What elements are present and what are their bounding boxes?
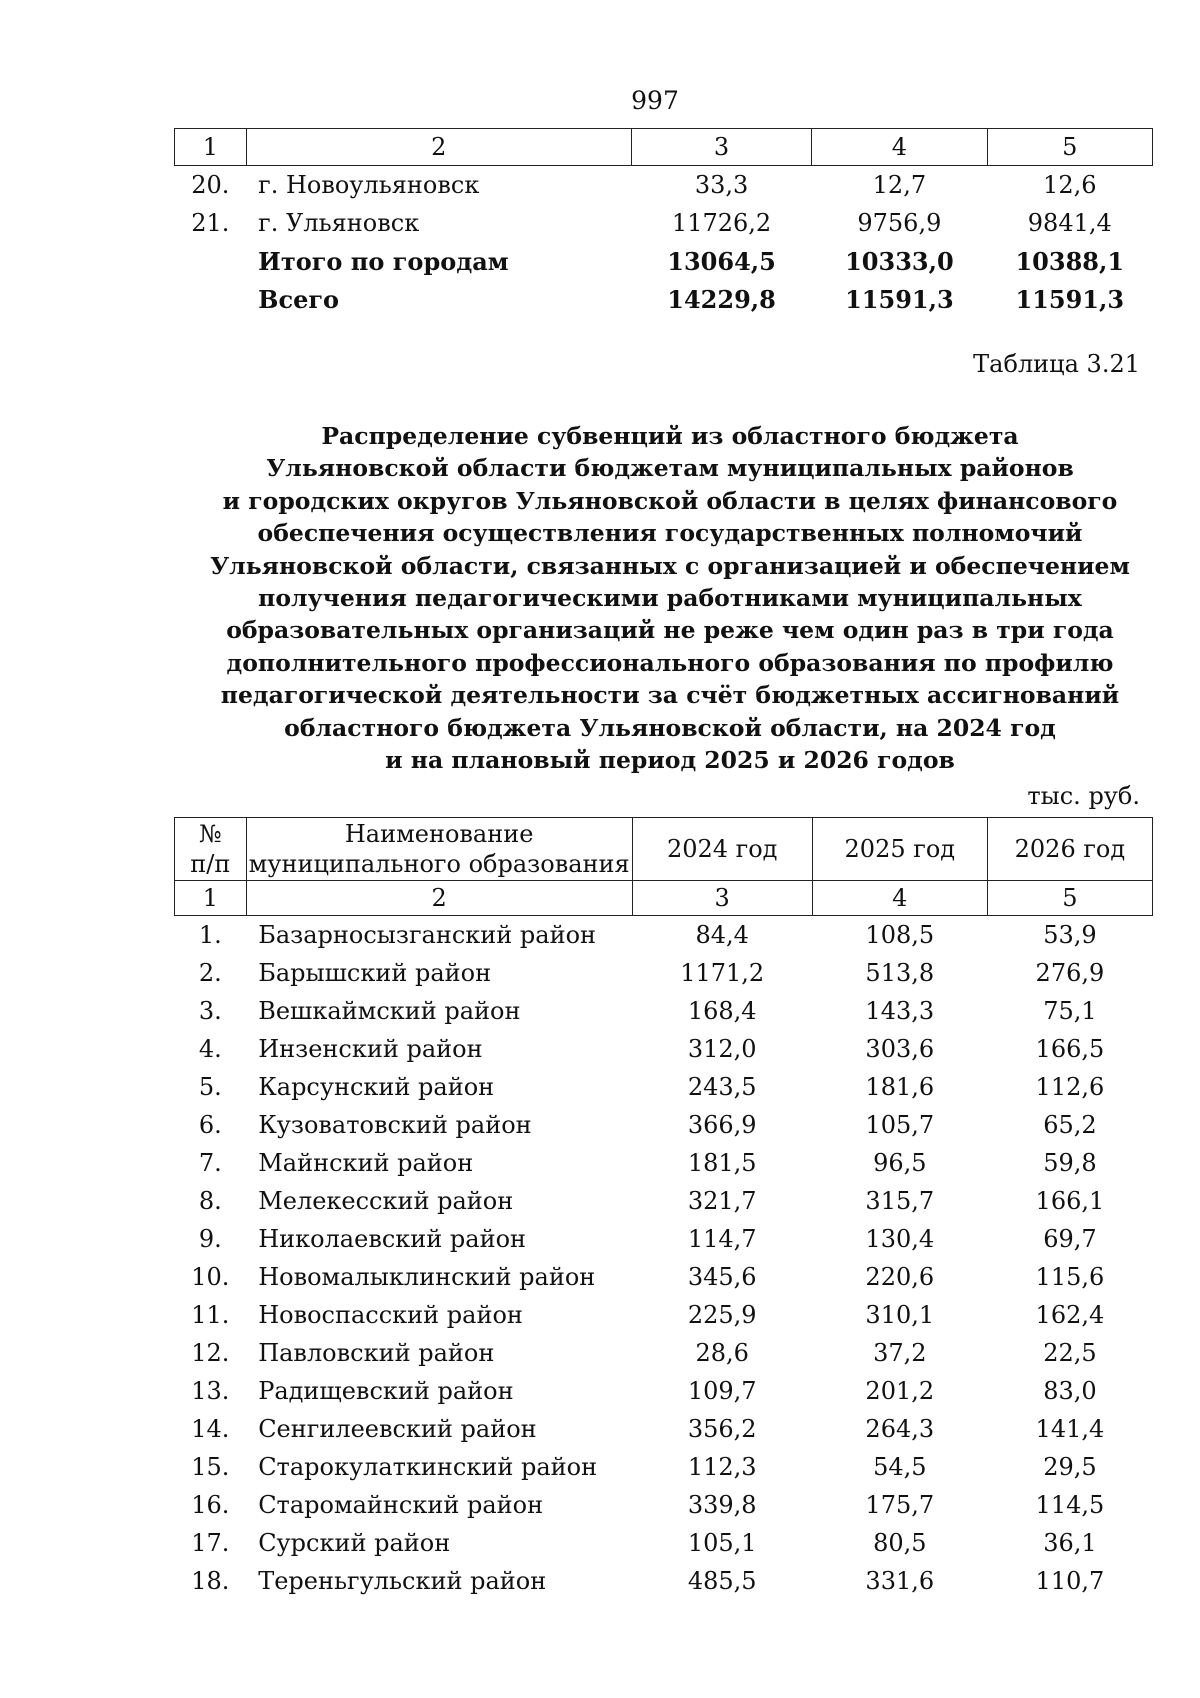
total-label: Итого по городам	[258, 246, 509, 276]
subventions-table	[174, 817, 1153, 1600]
value-2025: 37,2	[873, 1339, 927, 1367]
total-2024: 14229,8	[667, 284, 776, 314]
row-number: 6.	[198, 1111, 222, 1139]
column-index: 1	[175, 881, 247, 916]
value-2026: 65,2	[1043, 1111, 1097, 1139]
municipality-name: Инзенский район	[258, 1035, 483, 1063]
row-number: 4.	[198, 1035, 222, 1063]
value-2024: 321,7	[687, 1187, 757, 1215]
column-index: 2	[246, 129, 631, 166]
title-line: педагогической деятельности за счёт бюджетных ассигнований	[220, 681, 1120, 710]
header-name-line1: Наименование	[344, 820, 534, 848]
value-2025: 96,5	[873, 1149, 927, 1177]
municipality-name: Барышский район	[258, 959, 492, 987]
municipality-name: Новоспасский район	[258, 1301, 523, 1329]
municipality-name: г. Новоульяновск	[258, 171, 480, 199]
row-number: 17.	[191, 1529, 230, 1557]
subtotal-row	[175, 242, 1153, 280]
total-2025: 11591,3	[845, 284, 954, 314]
value-2024: 243,5	[687, 1073, 757, 1101]
title-line: областного бюджета Ульяновской области, на 2024 год	[284, 713, 1056, 742]
total-label: Всего	[258, 284, 340, 314]
municipality-name: Сенгилеевский район	[258, 1415, 537, 1443]
header-name-line2: муниципального образования	[248, 850, 630, 878]
row-number: 21.	[191, 209, 230, 237]
header-name	[246, 818, 632, 881]
column-index: 1	[175, 129, 247, 166]
total-2025: 10333,0	[845, 246, 954, 276]
row-number: 5.	[198, 1073, 222, 1101]
row-number: 13.	[191, 1377, 230, 1405]
column-index: 4	[812, 129, 987, 166]
value-2025: 108,5	[865, 921, 935, 949]
column-index: 2	[246, 881, 632, 916]
table-row	[175, 1030, 1153, 1068]
table-row	[175, 1372, 1153, 1410]
table-row	[175, 1296, 1153, 1334]
column-index: 3	[631, 129, 811, 166]
table-row	[175, 1410, 1153, 1448]
value-2026: 112,6	[1035, 1073, 1105, 1101]
table-row	[175, 1068, 1153, 1106]
value-2026: 9841,4	[1027, 209, 1112, 237]
value-2024: 181,5	[687, 1149, 757, 1177]
header-2024: 2024 год	[632, 818, 812, 881]
table-row	[175, 1486, 1153, 1524]
value-2024: 33,3	[694, 171, 749, 199]
municipality-name: Кузоватовский район	[258, 1111, 532, 1139]
municipality-name: Майнский район	[258, 1149, 474, 1177]
value-2025: 315,7	[865, 1187, 935, 1215]
row-number: 20.	[191, 171, 230, 199]
municipality-name: Павловский район	[258, 1339, 495, 1367]
value-2026: 110,7	[1035, 1567, 1105, 1595]
value-2024: 105,1	[687, 1529, 757, 1557]
value-2024: 11726,2	[671, 209, 772, 237]
value-2025: 130,4	[865, 1225, 935, 1253]
value-2025: 12,7	[872, 171, 927, 199]
column-index: 3	[632, 881, 812, 916]
continuation-table	[174, 128, 1153, 318]
row-number: 2.	[198, 959, 222, 987]
municipality-name: Николаевский район	[258, 1225, 527, 1253]
header-number	[175, 818, 247, 881]
total-2026: 10388,1	[1015, 246, 1125, 276]
value-2024: 168,4	[687, 997, 757, 1025]
row-number: 14.	[191, 1415, 230, 1443]
municipality-name: Радищевский район	[258, 1377, 514, 1405]
row-number: 11.	[191, 1301, 230, 1329]
value-2026: 69,7	[1043, 1225, 1097, 1253]
value-2025: 310,1	[865, 1301, 935, 1329]
value-2024: 84,4	[695, 921, 749, 949]
municipality-name: Вешкаймский район	[258, 997, 521, 1025]
header-2026: 2026 год	[987, 818, 1152, 881]
table-row	[175, 1258, 1153, 1296]
header-number-line1: №	[198, 820, 222, 848]
total-2024: 13064,5	[667, 246, 776, 276]
value-2025: 201,2	[865, 1377, 935, 1405]
title-line: обеспечения осуществления государственных полномочий	[257, 519, 1083, 548]
value-2026: 36,1	[1043, 1529, 1097, 1557]
grand-total-row	[175, 280, 1153, 318]
value-2026: 115,6	[1035, 1263, 1105, 1291]
title-line: и на плановый период 2025 и 2026 годов	[385, 746, 955, 775]
header-2025: 2025 год	[812, 818, 987, 881]
municipality-name: Старокулаткинский район	[258, 1453, 598, 1481]
table-row	[175, 1144, 1153, 1182]
row-number: 18.	[191, 1567, 230, 1595]
municipality-name: Тереньгульский район	[258, 1567, 547, 1595]
value-2025: 105,7	[865, 1111, 935, 1139]
value-2025: 264,3	[865, 1415, 935, 1443]
table-row	[175, 916, 1153, 955]
value-2024: 114,7	[687, 1225, 757, 1253]
title-line: образовательных организаций не реже чем один раз в три года	[226, 616, 1114, 645]
municipality-name: Новомалыклинский район	[258, 1263, 596, 1291]
municipality-name: Старомайнский район	[258, 1491, 544, 1519]
value-2025: 513,8	[865, 959, 935, 987]
title-line: и городских округов Ульяновской области в целях финансового	[222, 486, 1118, 515]
table-row	[175, 204, 1153, 242]
total-2026: 11591,3	[1015, 284, 1125, 314]
header-number-line2: п/п	[190, 850, 231, 878]
row-number: 7.	[198, 1149, 222, 1177]
value-2026: 75,1	[1043, 997, 1097, 1025]
table-row	[175, 1106, 1153, 1144]
title-line: Распределение субвенций из областного бюджета	[321, 422, 1019, 450]
value-2026: 29,5	[1043, 1453, 1097, 1481]
page-number: 997	[631, 86, 679, 115]
value-2026: 162,4	[1035, 1301, 1105, 1329]
value-2026: 53,9	[1043, 921, 1097, 949]
table-row	[175, 1334, 1153, 1372]
value-2026: 114,5	[1035, 1491, 1105, 1519]
title-line: получения педагогическими работниками муниципальных	[258, 584, 1082, 613]
table-row	[175, 992, 1153, 1030]
value-2025: 143,3	[865, 997, 935, 1025]
value-2024: 109,7	[687, 1377, 757, 1405]
value-2026: 83,0	[1043, 1377, 1097, 1405]
table-label: Таблица 3.21	[973, 350, 1140, 378]
value-2025: 54,5	[873, 1453, 927, 1481]
table-row	[175, 1220, 1153, 1258]
value-2024: 112,3	[687, 1453, 757, 1481]
value-2025: 80,5	[873, 1529, 927, 1557]
value-2024: 339,8	[687, 1491, 757, 1519]
title-line: дополнительного профессионального образования по профилю	[226, 648, 1114, 677]
value-2024: 345,6	[687, 1263, 757, 1291]
value-2025: 331,6	[865, 1567, 935, 1595]
row-number: 15.	[191, 1453, 230, 1481]
value-2024: 485,5	[687, 1567, 757, 1595]
title-line: Ульяновской области, связанных с организацией и обеспечением	[210, 551, 1130, 580]
value-2026: 22,5	[1043, 1339, 1097, 1367]
value-2024: 28,6	[695, 1339, 749, 1367]
row-number: 3.	[198, 997, 222, 1025]
value-2026: 166,1	[1035, 1187, 1105, 1215]
table-header-row	[175, 818, 1153, 881]
value-2024: 312,0	[687, 1035, 757, 1063]
units-label: тыс. руб.	[1027, 782, 1140, 810]
municipality-name: Мелекесский район	[258, 1187, 514, 1215]
table-row	[175, 1524, 1153, 1562]
value-2026: 12,6	[1043, 171, 1097, 199]
municipality-name: Сурский район	[258, 1529, 451, 1557]
row-number: 8.	[198, 1187, 222, 1215]
row-number: 16.	[191, 1491, 230, 1519]
column-index: 5	[987, 881, 1152, 916]
table-row	[175, 954, 1153, 992]
value-2025: 303,6	[865, 1035, 935, 1063]
value-2024: 356,2	[687, 1415, 757, 1443]
title-line: Ульяновской области бюджетам муниципальных районов	[266, 454, 1074, 483]
value-2026: 59,8	[1043, 1149, 1097, 1177]
table-row	[175, 1448, 1153, 1486]
value-2026: 276,9	[1035, 959, 1105, 987]
column-index-row	[175, 129, 1153, 166]
value-2025: 220,6	[865, 1263, 935, 1291]
value-2024: 366,9	[687, 1111, 757, 1139]
row-number: 10.	[191, 1263, 230, 1291]
column-index: 5	[987, 129, 1152, 166]
table-row	[175, 1562, 1153, 1600]
table-title	[180, 420, 1160, 776]
row-number: 1.	[198, 921, 222, 949]
value-2024: 1171,2	[680, 959, 765, 987]
municipality-name: г. Ульяновск	[258, 209, 420, 237]
table-row	[175, 1182, 1153, 1220]
value-2026: 166,5	[1035, 1035, 1105, 1063]
value-2025: 175,7	[865, 1491, 935, 1519]
row-number: 9.	[198, 1225, 222, 1253]
value-2025: 181,6	[865, 1073, 935, 1101]
value-2024: 225,9	[687, 1301, 757, 1329]
table-row	[175, 166, 1153, 205]
column-index: 4	[812, 881, 987, 916]
value-2025: 9756,9	[857, 209, 942, 237]
municipality-name: Базарносызганский район	[258, 921, 597, 949]
municipality-name: Карсунский район	[258, 1073, 495, 1101]
row-number: 12.	[191, 1339, 230, 1367]
column-index-row	[175, 881, 1153, 916]
value-2026: 141,4	[1035, 1415, 1105, 1443]
